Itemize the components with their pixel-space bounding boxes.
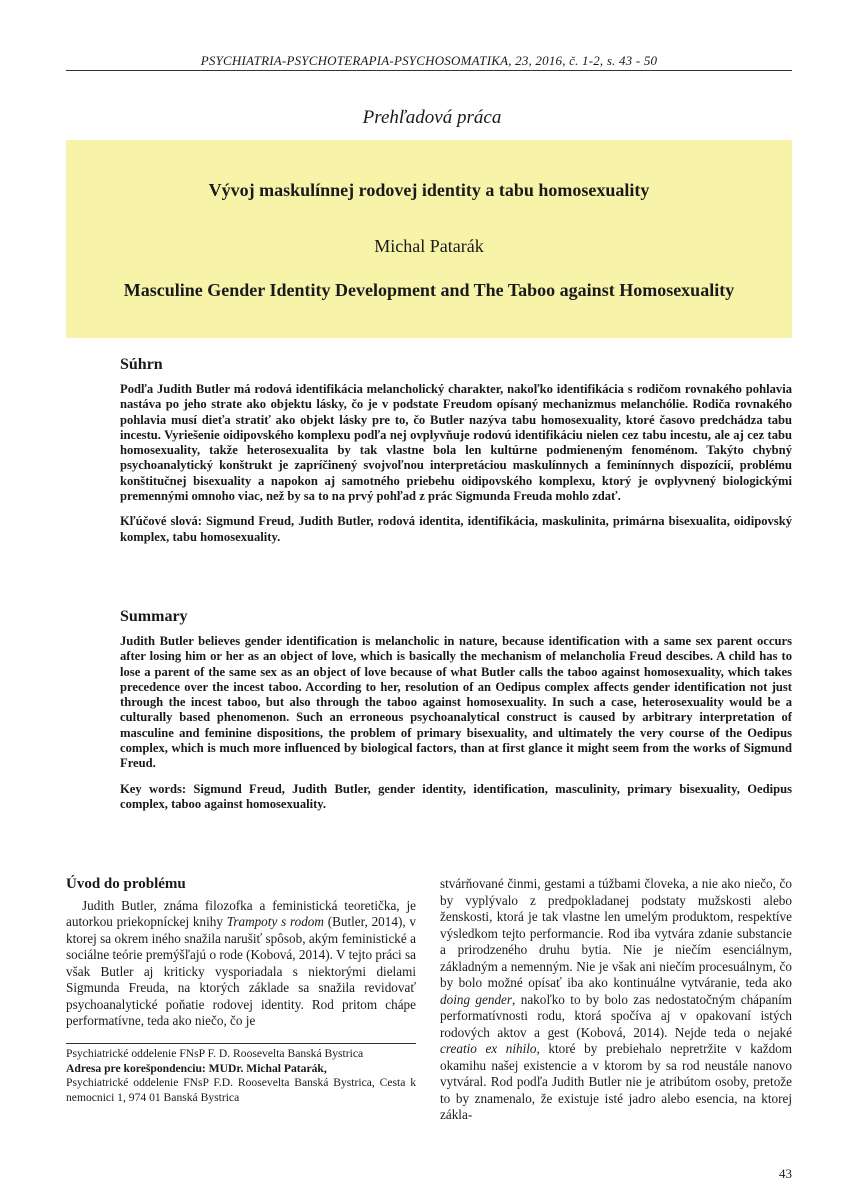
keywords: Kľúčové slová: Sigmund Freud, Judith Butler, rodová identita, identifikácia, maskulinita, primárna bisexualita, oidipovský komplex, tabu homosexuality. (120, 514, 792, 544)
key-words: Key words: Sigmund Freud, Judith Butler, gender identity, identification, masculinity, primary bisexuality, Oedipus complex, taboo against homosexuality. (120, 781, 792, 811)
body-paragraph (440, 876, 792, 1124)
text-run: stvárňované činmi, gestami a túžbami človeka, a nie ako niečo, čo by vyplývalo z predpokladanej podstaty mužskosti alebo ženskosti, ktorá je tak vlastne len umelým produktom, respektíve výsledkom tejto performancie. Rod iba vytvára zdanie substancie a prirodzeného druhu bytia. Nie je niečím esenciálnym, základným a nemenným. Nie je však ani niečím procesuálnym, čo by bolo možné opísať iba ako kontinuálne vytváranie, teda ako (440, 876, 792, 990)
header-rule (66, 70, 792, 71)
summary-heading: Summary (120, 608, 188, 625)
italic-term: creatio ex nihilo (440, 1041, 537, 1056)
article-type: Prehľadová práca (362, 107, 502, 128)
body-column-left (66, 876, 416, 1030)
section-heading: Úvod do problému (66, 876, 186, 892)
title-box (66, 140, 792, 338)
body-paragraph (66, 898, 416, 1030)
correspondence-label: Adresa pre korešpondenciu: MUDr. Michal Patarák, (66, 1061, 327, 1075)
abstract-english (120, 608, 792, 812)
abstract-heading: Súhrn (120, 356, 163, 373)
journal-header: PSYCHIATRIA-PSYCHOTERAPIA-PSYCHOSOMATIKA, 23, 2016, č. 1-2, s. 43 - 50 (200, 53, 658, 68)
abstract-text: Podľa Judith Butler má rodová identifikácia melancholický charakter, nakoľko identifikácia s rodičom rovnakého pohlavia nastáva po jeho strate ako objektu lásky, čo je v podstate Freudom opísaný mechanizmus melanchólie. Rodiča rovnakého pohlavia musí dieťa stratiť ako objekt lásky pre to, čo Butler nazýva tabu homosexuality, ktoré časovo predchádza tabu incestu. Vyriešenie oidipovského komplexu podľa nej ovplyvňuje rodovú identifikáciu nielen cez tabu incestu, ale aj cez tabu homosexuality, takže heterosexualita by tak vlastne bola len kultúrne podmieneným fenoménom. Takýto chybný psychoanalytický konštrukt je zapríčinený svojvoľnou interpretáciou maskulínnych a feminínnych dispozícií, problému konštitučnej bisexuality a napokon aj samotného priebehu oidipovského komplexu, ktorý je ovplyvnený biologickými premennými omnoho viac, než by sa to na prvý pohľad z prác Sigmunda Freuda mohlo zdať. (120, 382, 792, 504)
title-english: Masculine Gender Identity Development and The Taboo against Homosexuality (123, 280, 735, 300)
abstract-slovak (120, 356, 792, 545)
page-number: 43 (779, 1166, 792, 1181)
author-name: Michal Patarák (374, 236, 484, 256)
footnote-rule (66, 1043, 416, 1044)
summary-text: Judith Butler believes gender identification is melancholic in nature, because identification with a same sex parent occurs after losing him or her as an object of love, which is basically the mechanism of melancholia Freud descibes. A child has to lose a parent of the same sex as an object of love because of what Butler calls the taboo against homosexuality, which takes precedence over the incest taboo. According to her, resolution of an Oedipus complex affects gender identification not just through the incest taboo, but also through the taboo against homosexuality. In such a case, heterosexuality would be a culturally based phenomenon. Such an erroneous psychoanalytical construct is caused by arbitrary interpretation of masculine and feminine dispositions, the problem of primary bisexuality, and ultimately the very course of the Oedipus complex, which is much more influenced by biological factors, than at first glance it might seem from the works of Sigmund Freud. (120, 634, 792, 771)
book-title: Trampoty s rodom (226, 914, 324, 929)
text-run: (Butler, 2014), v ktorej sa okrem iného snažila narušiť spôsob, akým feministické a sociálne teórie premýšľajú o rode (Kobová, 2014). V tejto práci sa však Butler aj kriticky vysporiadala s niektorými dielami Sigmunda Freuda, na ktorých základe sa snažila revidovať psychoanalytické poňatie rodovej identity. Rod pritom chápe performatívne, teda ako niečo, čo je (66, 914, 417, 1028)
footnote (66, 1047, 416, 1105)
text-run: Judith Butler, známa filozofka a feministická teoretička, je autorkou priekopníckej knihy (66, 897, 416, 929)
italic-term: doing gender (440, 991, 513, 1007)
body-column-right (440, 876, 792, 1124)
affiliation: Psychiatrické oddelenie FNsP F. D. Roosevelta Banská Bystrica (66, 1047, 364, 1060)
text-run: , nakoľko to by bolo zas nedostatočným chápaním performatívnosti rodu, ktorá spočíva aj v opakovaní istých rodových aktov a gest (Kobová, 2014). Nejde teda o nejaké (440, 991, 792, 1040)
address: Psychiatrické oddelenie FNsP F.D. Roosevelta Banská Bystrica, Cesta k nemocnici 1, 974 01 Banská Bystrica (66, 1076, 416, 1104)
title-slovak: Vývoj maskulínnej rodovej identity a tabu homosexuality (208, 180, 650, 200)
text-run: , ktoré by prebiehalo nepretržite v každom okamihu našej existencie a v ktorom by sa rod neustále nanovo vytváral. Rod podľa Judith Butler nie je atribútom osoby, pretože to by znamenalo, že existuje isté jadro alebo esencia, na ktorej zákla- (440, 1041, 793, 1122)
